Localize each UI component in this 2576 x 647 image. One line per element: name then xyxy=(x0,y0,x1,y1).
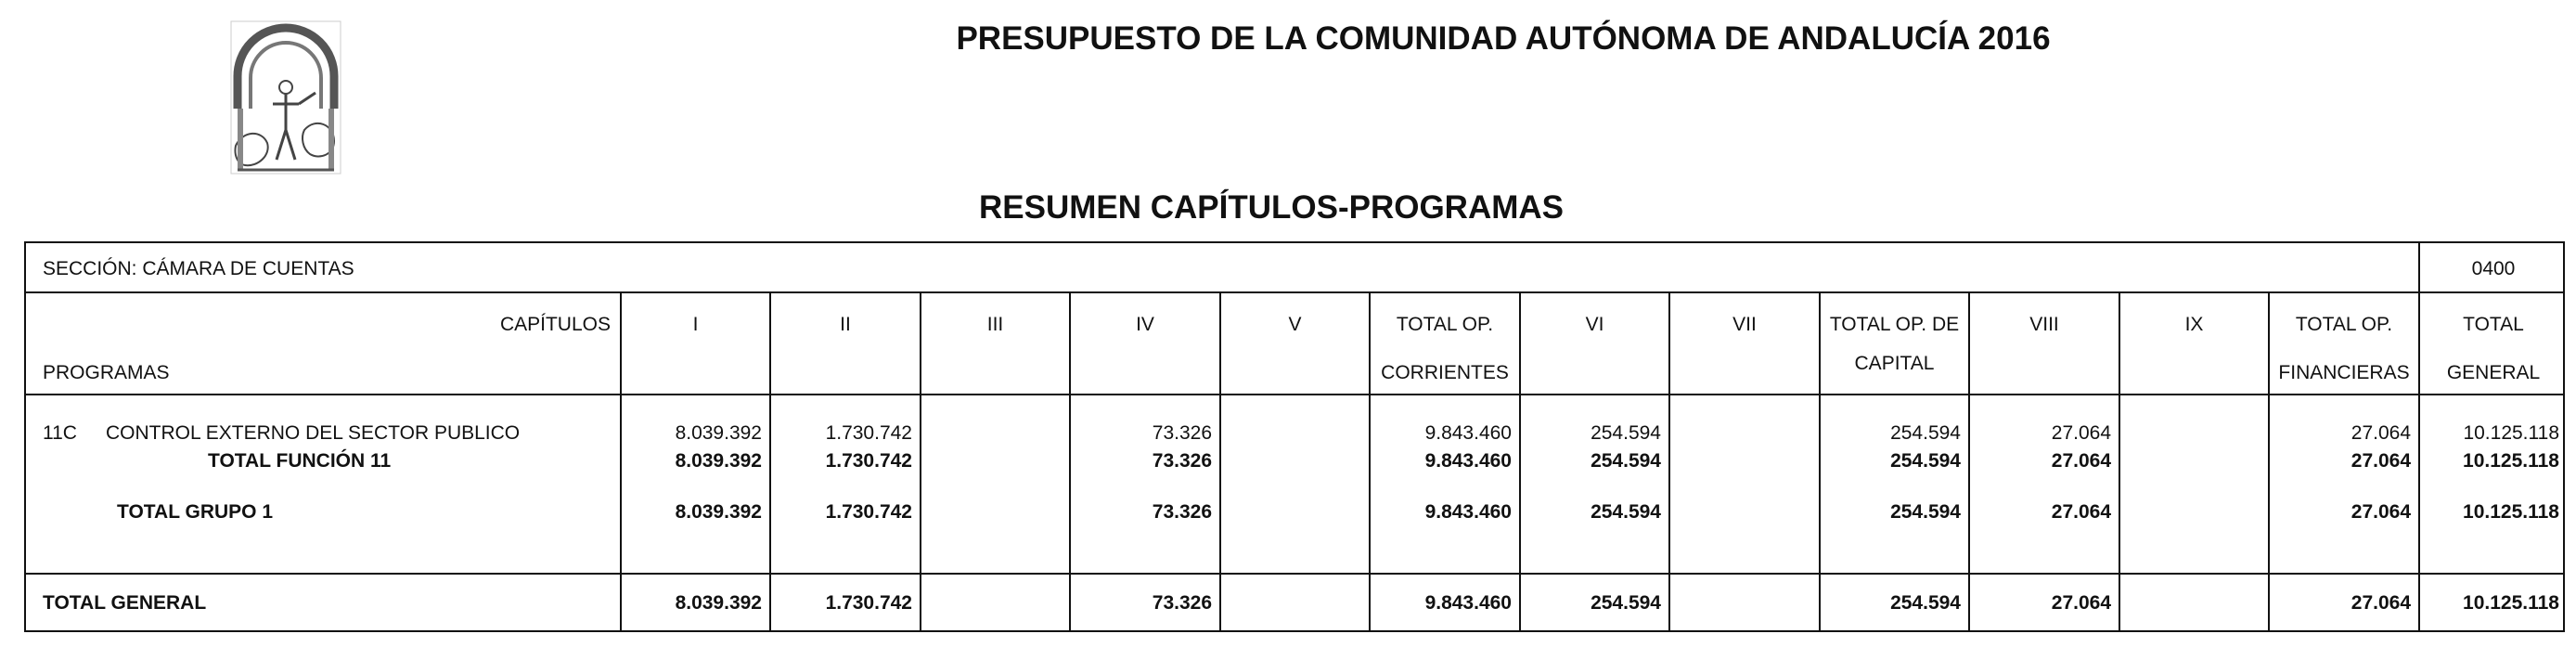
cell-VIII: 27.064 xyxy=(2051,422,2111,444)
cell-total-financieras: 27.064 xyxy=(2351,501,2411,523)
row-program-label: CONTROL EXTERNO DEL SECTOR PUBLICO xyxy=(106,422,521,444)
header-col-IX: IX xyxy=(2184,314,2204,335)
row-total-general-label: TOTAL GENERAL xyxy=(43,592,207,614)
cell-total-corrientes: 9.843.460 xyxy=(1424,501,1512,523)
cell-total-capital: 254.594 xyxy=(1890,501,1961,523)
cell-VI: 254.594 xyxy=(1591,422,1661,444)
cell-II: 1.730.742 xyxy=(825,592,912,614)
cell-total-financieras: 27.064 xyxy=(2351,450,2411,472)
header-col-VI: VI xyxy=(1585,314,1604,335)
header-col-III: III xyxy=(986,314,1004,335)
cell-total-general: 10.125.118 xyxy=(2463,501,2559,523)
budget-table xyxy=(24,241,2565,632)
cell-I: 8.039.392 xyxy=(675,450,762,472)
header-total-capital-2: CAPITAL xyxy=(1854,353,1935,374)
cell-IV: 73.326 xyxy=(1152,450,1212,472)
page-subtitle: RESUMEN CAPÍTULOS-PROGRAMAS xyxy=(978,189,1565,226)
column-divider xyxy=(920,291,921,630)
header-col-VIII: VIII xyxy=(2029,314,2059,335)
cell-IV: 73.326 xyxy=(1152,501,1212,523)
header-total-general: TOTAL xyxy=(2463,314,2524,335)
cell-IV: 73.326 xyxy=(1152,592,1212,614)
header-total-financieras-2: FINANCIERAS xyxy=(2278,362,2410,383)
section-code: 0400 xyxy=(2471,258,2516,279)
row-total-grupo-label: TOTAL GRUPO 1 xyxy=(117,501,274,523)
cell-IV: 73.326 xyxy=(1152,422,1212,444)
junta-de-andalucia-emblem-icon xyxy=(230,20,341,175)
cell-total-corrientes: 9.843.460 xyxy=(1424,450,1512,472)
header-programas: PROGRAMAS xyxy=(43,362,170,383)
cell-I: 8.039.392 xyxy=(675,422,762,444)
cell-total-general: 10.125.118 xyxy=(2463,592,2559,614)
row-divider xyxy=(26,291,2563,293)
cell-total-capital: 254.594 xyxy=(1890,422,1961,444)
row-total-funcion-label: TOTAL FUNCIÓN 11 xyxy=(208,450,392,472)
row-divider xyxy=(26,394,2563,395)
header-col-VII: VII xyxy=(1732,314,1757,335)
cell-II: 1.730.742 xyxy=(825,422,912,444)
cell-total-general: 10.125.118 xyxy=(2463,450,2559,472)
cell-total-corrientes: 9.843.460 xyxy=(1424,592,1512,614)
cell-I: 8.039.392 xyxy=(675,592,762,614)
section-label: SECCIÓN: CÁMARA DE CUENTAS xyxy=(43,258,354,279)
header-capitulos: CAPÍTULOS xyxy=(499,314,611,335)
cell-total-capital: 254.594 xyxy=(1890,592,1961,614)
header-col-II: II xyxy=(840,314,851,335)
column-divider xyxy=(1668,291,1670,630)
cell-total-financieras: 27.064 xyxy=(2351,592,2411,614)
cell-II: 1.730.742 xyxy=(825,450,912,472)
header-total-general-2: GENERAL xyxy=(2446,362,2541,383)
column-divider xyxy=(1219,291,1221,630)
header-total-corrientes: TOTAL OP. xyxy=(1396,314,1494,335)
cell-VIII: 27.064 xyxy=(2051,501,2111,523)
cell-VIII: 27.064 xyxy=(2051,592,2111,614)
row-program-code: 11C xyxy=(43,422,77,444)
column-divider xyxy=(2119,291,2120,630)
header-col-V: V xyxy=(1288,314,1302,335)
header-total-capital: TOTAL OP. DE xyxy=(1829,314,1960,335)
cell-total-general: 10.125.118 xyxy=(2463,422,2559,444)
page-title: PRESUPUESTO DE LA COMUNIDAD AUTÓNOMA DE ANDALUCÍA 2016 xyxy=(956,20,2051,57)
cell-VI: 254.594 xyxy=(1591,450,1661,472)
cell-VI: 254.594 xyxy=(1591,592,1661,614)
cell-VI: 254.594 xyxy=(1591,501,1661,523)
cell-I: 8.039.392 xyxy=(675,501,762,523)
header-total-corrientes-2: CORRIENTES xyxy=(1381,362,1509,383)
header-col-I: I xyxy=(692,314,699,335)
cell-total-corrientes: 9.843.460 xyxy=(1424,422,1512,444)
cell-VIII: 27.064 xyxy=(2051,450,2111,472)
cell-total-financieras: 27.064 xyxy=(2351,422,2411,444)
header-total-financieras: TOTAL OP. xyxy=(2295,314,2393,335)
header-col-IV: IV xyxy=(1136,314,1154,335)
cell-total-capital: 254.594 xyxy=(1890,450,1961,472)
row-divider xyxy=(26,573,2563,575)
cell-II: 1.730.742 xyxy=(825,501,912,523)
